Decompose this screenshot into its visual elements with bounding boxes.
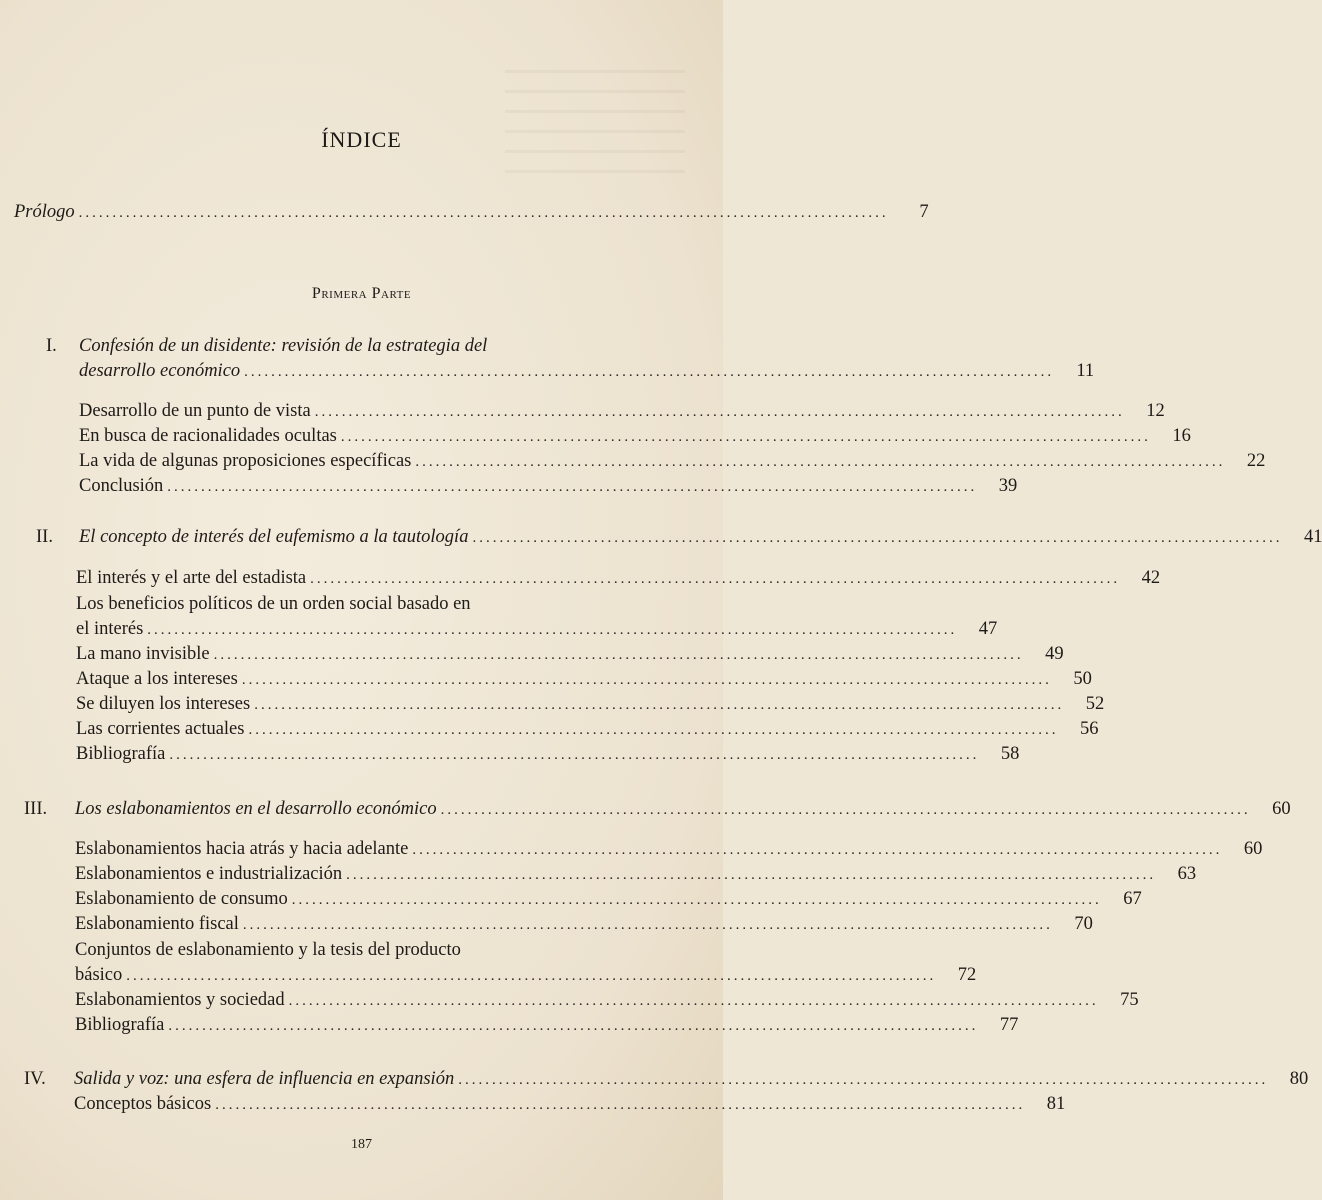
leader-dots: ........................................................................................................................ (472, 530, 1283, 546)
leader-dots: ........................................................................................................................ (310, 571, 1121, 587)
leader-dots: ........................................................................................................................ (340, 429, 1151, 445)
toc-entry-page: 56 (1079, 719, 1099, 739)
leader-dots: ........................................................................................................................ (244, 364, 1055, 380)
leader-dots: ........................................................................................................................ (78, 205, 889, 221)
toc-entry-page: 72 (957, 965, 977, 985)
chapter-number: III. (24, 799, 48, 819)
chapter-title: Salida y voz: una esfera de influencia en expansión (74, 1069, 455, 1089)
leader-dots: ........................................................................................................................ (169, 747, 980, 763)
leader-dots: ........................................................................................................................ (458, 1072, 1269, 1088)
toc-entry-page: 77 (999, 1015, 1019, 1035)
toc-entry-label: Desarrollo de un punto de vista (79, 401, 311, 421)
toc-entry (76, 619, 998, 640)
toc-entry (75, 990, 1139, 1011)
leader-dots: ........................................................................................................................ (241, 672, 1052, 688)
toc-entry (76, 644, 1064, 665)
toc-entry (75, 839, 1263, 860)
toc-entry-page: 49 (1045, 644, 1064, 664)
toc-chapter-4 (74, 1069, 1309, 1090)
toc-entry-label: Eslabonamiento de consumo (75, 889, 288, 909)
toc-entry (75, 914, 1093, 935)
toc-entry-page: 63 (1177, 864, 1197, 884)
toc-entry (79, 401, 1165, 422)
toc-entry-label: Eslabonamientos y sociedad (75, 990, 285, 1010)
toc-entry (76, 694, 1105, 715)
toc-entry (79, 426, 1191, 447)
leader-dots: ........................................................................................................................ (167, 479, 978, 495)
leader-dots: ........................................................................................................................ (168, 1018, 979, 1034)
toc-entry-page: 12 (1146, 401, 1165, 421)
chapter-title: Los eslabonamientos en el desarrollo económico (75, 799, 437, 819)
leader-dots: ........................................................................................................................ (147, 622, 958, 638)
toc-entry-label: Se diluyen los intereses (76, 694, 251, 714)
toc-entry-label: Eslabonamiento fiscal (75, 914, 239, 934)
toc-chapter-2 (79, 527, 1322, 548)
chapter-title: El concepto de interés del eufemismo a la tautología (79, 527, 469, 547)
chapter-number: IV. (24, 1069, 46, 1089)
toc-entry (76, 744, 1020, 765)
toc-entry-label: Prólogo (14, 202, 75, 222)
leader-dots: ........................................................................................................................ (126, 968, 937, 984)
toc-entry-page: 81 (1046, 1094, 1066, 1114)
toc-entry-label: El interés y el arte del estadista (76, 568, 307, 588)
toc-chapter-3 (75, 799, 1291, 820)
chapter-page: 11 (1076, 361, 1095, 381)
toc-entry-label: Conceptos básicos (74, 1094, 212, 1114)
toc-entry-page: 58 (1000, 744, 1020, 764)
toc-entry (75, 1015, 1019, 1036)
toc-entry (79, 476, 1018, 497)
chapter-page: 60 (1272, 799, 1291, 819)
toc-entry-label: La mano invisible (76, 644, 210, 664)
toc-entry-page: 52 (1085, 694, 1105, 714)
chapter-number: II. (36, 527, 53, 547)
chapter-number: I. (46, 336, 57, 356)
toc-entry-label-line: Conjuntos de eslabonamiento y la tesis del producto (75, 940, 461, 960)
leader-dots: ........................................................................................................................ (415, 454, 1226, 470)
toc-entry-label: Ataque a los intereses (76, 669, 238, 689)
toc-entry-page: 70 (1074, 914, 1093, 934)
toc-entry-label: Bibliografía (76, 744, 166, 764)
toc-entry-prologue (14, 202, 929, 223)
page-number: 187 (351, 1137, 372, 1152)
toc-entry-page: 47 (978, 619, 998, 639)
toc-entry-label: el interés (76, 619, 144, 639)
toc-entry-page: 75 (1120, 990, 1139, 1010)
toc-entry-page: 50 (1073, 669, 1092, 689)
toc-entry-label: Las corrientes actuales (76, 719, 245, 739)
leader-dots: ........................................................................................................................ (346, 867, 1157, 883)
leader-dots: ........................................................................................................................ (440, 802, 1251, 818)
leader-dots: ........................................................................................................................ (213, 647, 1024, 663)
toc-entry (79, 451, 1266, 472)
leader-dots: ........................................................................................................................ (291, 892, 1102, 908)
toc-entry (75, 965, 977, 986)
toc-entry (76, 719, 1099, 740)
chapter-page: 41 (1303, 527, 1322, 547)
leader-dots: ........................................................................................................................ (215, 1097, 1026, 1113)
toc-entry-page: 22 (1246, 451, 1266, 471)
toc-entry-page: 16 (1172, 426, 1191, 446)
chapter-title-line: Confesión de un disidente: revisión de la estrategia del (79, 336, 488, 356)
part-title: Primera Parte (311, 285, 412, 302)
leader-dots: ........................................................................................................................ (314, 404, 1125, 420)
toc-entry-page: 60 (1243, 839, 1263, 859)
toc-entry-label: En busca de racionalidades ocultas (79, 426, 337, 446)
toc-chapter-1 (79, 361, 1095, 382)
toc-entry-label: Eslabonamientos e industrialización (75, 864, 343, 884)
toc-entry-page: 7 (919, 202, 929, 222)
chapter-title-line: desarrollo económico (79, 361, 241, 381)
toc-entry (75, 864, 1197, 885)
toc-entry-label-line: Los beneficios políticos de un orden social basado en (76, 594, 471, 614)
toc-entry-page: 67 (1123, 889, 1142, 909)
toc-entry (75, 889, 1142, 910)
toc-entry-label: La vida de algunas proposiciones específicas (79, 451, 412, 471)
toc-entry (74, 1094, 1066, 1115)
toc-entry-page: 39 (998, 476, 1018, 496)
leader-dots: ........................................................................................................................ (242, 917, 1053, 933)
toc-entry-label: básico (75, 965, 123, 985)
leader-dots: ........................................................................................................................ (412, 842, 1223, 858)
toc-entry-label: Conclusión (79, 476, 164, 496)
toc-entry (76, 568, 1161, 589)
toc-entry-label: Eslabonamientos hacia atrás y hacia adelante (75, 839, 409, 859)
leader-dots: ........................................................................................................................ (254, 697, 1065, 713)
toc-entry (76, 669, 1092, 690)
toc-entry-page: 42 (1141, 568, 1161, 588)
leader-dots: ........................................................................................................................ (248, 722, 1059, 738)
leader-dots: ........................................................................................................................ (288, 993, 1099, 1009)
page-title: ÍNDICE (321, 127, 402, 152)
toc-entry-label: Bibliografía (75, 1015, 165, 1035)
chapter-page: 80 (1289, 1069, 1309, 1089)
